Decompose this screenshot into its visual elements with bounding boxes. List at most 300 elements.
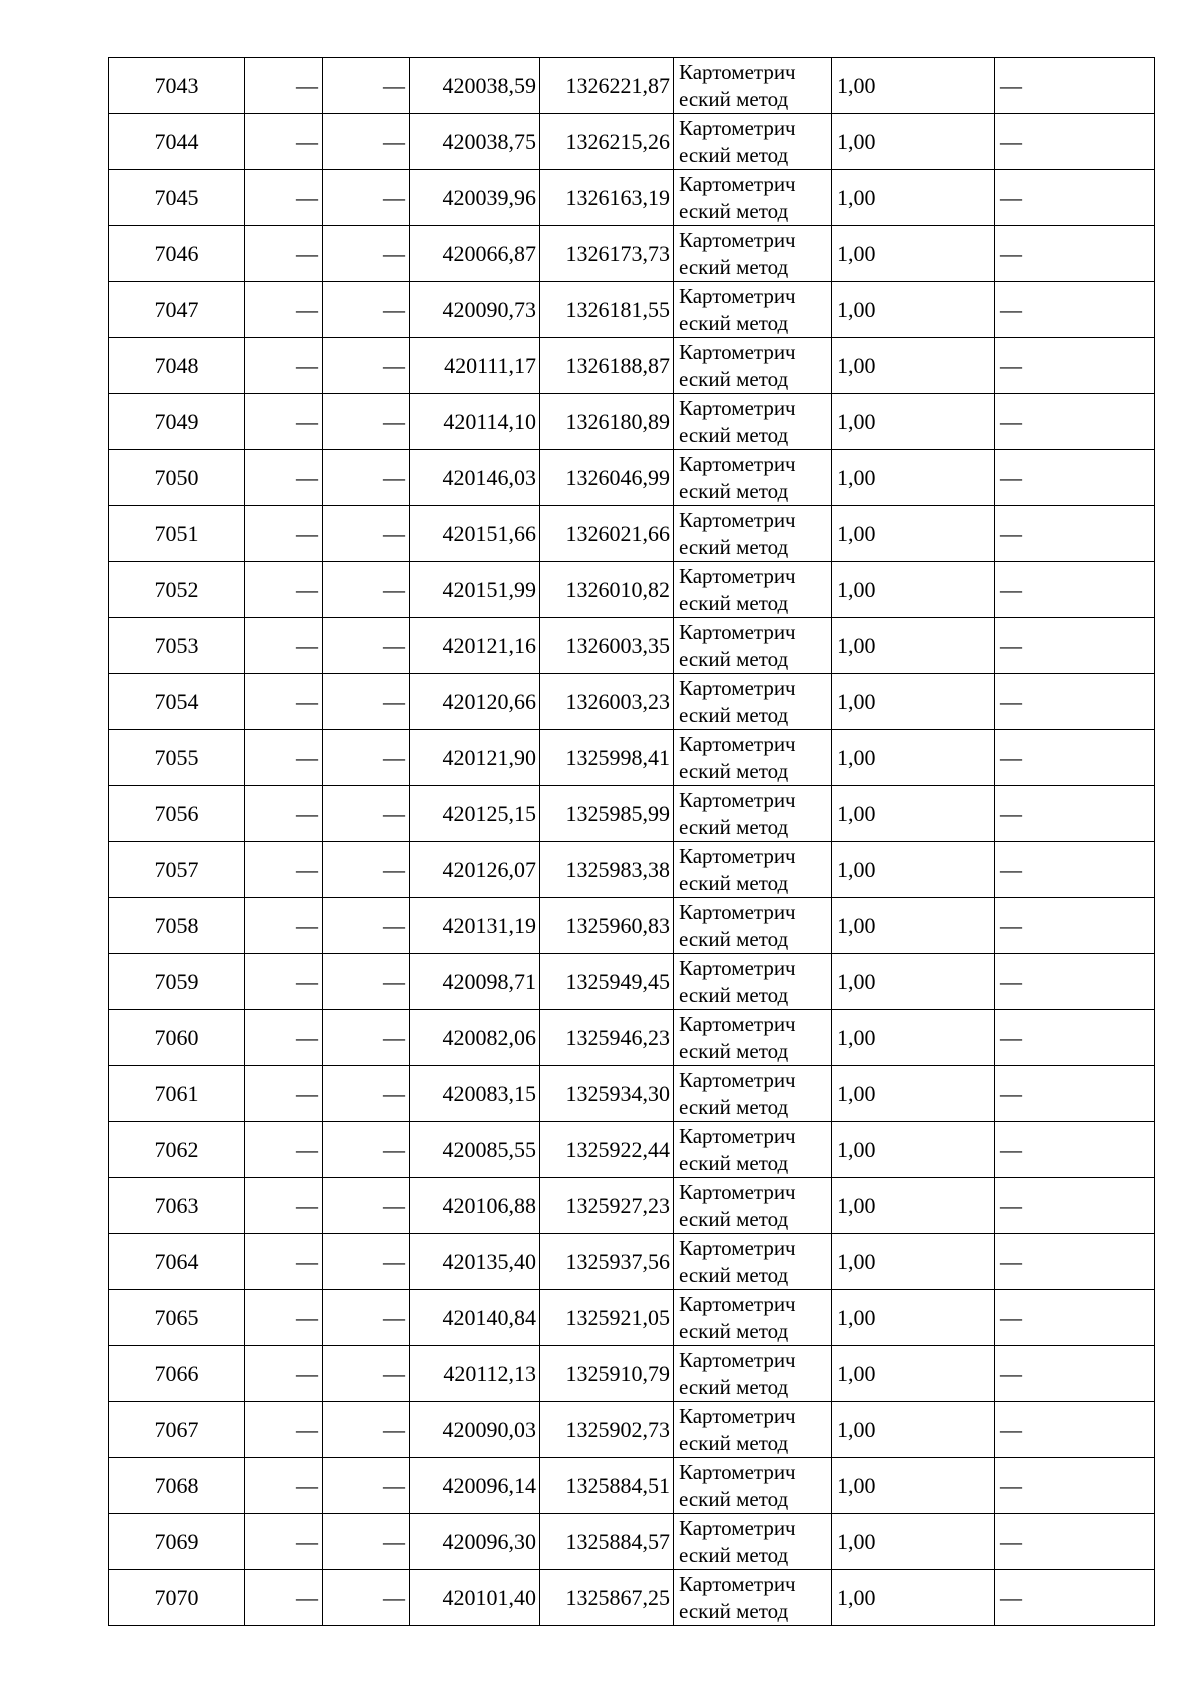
dash-text: —: [383, 1528, 405, 1554]
note-text: —: [1000, 1416, 1022, 1442]
method-line-2: еский метод: [679, 1094, 789, 1119]
note-cell: [995, 1346, 1155, 1402]
dash-text: —: [383, 688, 405, 714]
note-text: —: [1000, 1192, 1022, 1218]
point-number-cell: [109, 954, 245, 1010]
note-text: —: [1000, 1248, 1022, 1274]
y-coordinate-text: 1325934,30: [565, 1080, 670, 1106]
dash-text: —: [296, 296, 318, 322]
y-coordinate-cell: [540, 730, 674, 786]
x-coordinate-text: 420101,40: [442, 1584, 536, 1610]
note-text: —: [1000, 1528, 1022, 1554]
dash-cell: [323, 58, 410, 114]
x-coordinate-cell: [410, 506, 540, 562]
y-coordinate-text: 1325910,79: [565, 1360, 670, 1386]
point-number-text: 7057: [154, 856, 199, 882]
dash-cell: [323, 1010, 410, 1066]
accuracy-cell: [832, 226, 995, 282]
y-coordinate-text: 1325902,73: [565, 1416, 670, 1442]
method-cell: [674, 898, 832, 954]
dash-cell: [323, 1570, 410, 1626]
table-row: [109, 562, 1155, 618]
dash-text: —: [383, 968, 405, 994]
table-row: [109, 786, 1155, 842]
note-cell: [995, 282, 1155, 338]
dash-cell: [245, 170, 323, 226]
dash-text: —: [296, 128, 318, 154]
dash-cell: [245, 1010, 323, 1066]
x-coordinate-cell: [410, 114, 540, 170]
point-number-text: 7054: [154, 688, 199, 714]
dash-text: —: [383, 1248, 405, 1274]
x-coordinate-cell: [410, 338, 540, 394]
y-coordinate-cell: [540, 1570, 674, 1626]
point-number-text: 7061: [154, 1080, 199, 1106]
x-coordinate-cell: [410, 842, 540, 898]
method-line-2: еский метод: [679, 1150, 789, 1175]
dash-text: —: [383, 352, 405, 378]
accuracy-cell: [832, 282, 995, 338]
point-number-cell: [109, 338, 245, 394]
table-row: [109, 1122, 1155, 1178]
point-number-text: 7062: [154, 1136, 199, 1162]
note-text: —: [1000, 1080, 1022, 1106]
note-cell: [995, 898, 1155, 954]
x-coordinate-cell: [410, 1514, 540, 1570]
table-row: [109, 1290, 1155, 1346]
dash-text: —: [383, 184, 405, 210]
method-line-1: Картометрич: [679, 1347, 796, 1372]
y-coordinate-text: 1325983,38: [565, 856, 670, 882]
method-line-2: еский метод: [679, 814, 789, 839]
accuracy-text: 1,00: [837, 1360, 876, 1386]
x-coordinate-text: 420146,03: [442, 464, 536, 490]
point-number-text: 7063: [154, 1192, 199, 1218]
dash-text: —: [383, 464, 405, 490]
y-coordinate-cell: [540, 1458, 674, 1514]
note-cell: [995, 1010, 1155, 1066]
method-line-2: еский метод: [679, 1430, 789, 1455]
accuracy-text: 1,00: [837, 1024, 876, 1050]
method-line-2: еский метод: [679, 86, 789, 111]
x-coordinate-cell: [410, 1458, 540, 1514]
method-line-1: Картометрич: [679, 619, 796, 644]
dash-cell: [323, 226, 410, 282]
dash-cell: [323, 786, 410, 842]
method-line-1: Картометрич: [679, 843, 796, 868]
note-cell: [995, 1514, 1155, 1570]
dash-text: —: [383, 1304, 405, 1330]
accuracy-text: 1,00: [837, 1416, 876, 1442]
x-coordinate-text: 420114,10: [443, 408, 536, 434]
note-cell: [995, 1290, 1155, 1346]
y-coordinate-text: 1326010,82: [565, 576, 670, 602]
x-coordinate-cell: [410, 1570, 540, 1626]
x-coordinate-text: 420083,15: [442, 1080, 536, 1106]
method-line-1: Картометрич: [679, 395, 796, 420]
point-number-cell: [109, 226, 245, 282]
x-coordinate-text: 420098,71: [442, 968, 536, 994]
method-line-1: Картометрич: [679, 1459, 796, 1484]
method-line-1: Картометрич: [679, 899, 796, 924]
accuracy-text: 1,00: [837, 1192, 876, 1218]
x-coordinate-text: 420096,14: [442, 1472, 536, 1498]
x-coordinate-cell: [410, 58, 540, 114]
x-coordinate-cell: [410, 674, 540, 730]
note-cell: [995, 562, 1155, 618]
method-line-2: еский метод: [679, 1374, 789, 1399]
point-number-cell: [109, 1514, 245, 1570]
accuracy-cell: [832, 58, 995, 114]
table-row: [109, 1234, 1155, 1290]
dash-text: —: [296, 688, 318, 714]
dash-cell: [323, 1066, 410, 1122]
note-text: —: [1000, 744, 1022, 770]
dash-text: —: [296, 1528, 318, 1554]
method-line-1: Картометрич: [679, 787, 796, 812]
note-cell: [995, 394, 1155, 450]
dash-text: —: [383, 296, 405, 322]
accuracy-text: 1,00: [837, 296, 876, 322]
point-number-cell: [109, 506, 245, 562]
dash-text: —: [383, 576, 405, 602]
point-number-cell: [109, 1458, 245, 1514]
note-text: —: [1000, 1136, 1022, 1162]
note-text: —: [1000, 1360, 1022, 1386]
method-line-2: еский метод: [679, 1486, 789, 1511]
accuracy-text: 1,00: [837, 1472, 876, 1498]
method-cell: [674, 674, 832, 730]
x-coordinate-text: 420039,96: [442, 184, 536, 210]
dash-cell: [245, 1402, 323, 1458]
y-coordinate-cell: [540, 786, 674, 842]
dash-text: —: [383, 856, 405, 882]
dash-cell: [323, 450, 410, 506]
method-line-2: еский метод: [679, 310, 789, 335]
method-line-1: Картометрич: [679, 227, 796, 252]
point-number-text: 7065: [154, 1304, 199, 1330]
y-coordinate-text: 1325960,83: [565, 912, 670, 938]
table-row: [109, 394, 1155, 450]
note-cell: [995, 1122, 1155, 1178]
accuracy-cell: [832, 506, 995, 562]
accuracy-text: 1,00: [837, 800, 876, 826]
note-cell: [995, 842, 1155, 898]
dash-text: —: [383, 800, 405, 826]
y-coordinate-cell: [540, 1178, 674, 1234]
point-number-cell: [109, 1178, 245, 1234]
x-coordinate-text: 420090,73: [442, 296, 536, 322]
dash-cell: [245, 282, 323, 338]
y-coordinate-text: 1325985,99: [565, 800, 670, 826]
method-cell: [674, 338, 832, 394]
dash-cell: [323, 730, 410, 786]
y-coordinate-text: 1325884,51: [565, 1472, 670, 1498]
dash-text: —: [296, 968, 318, 994]
y-coordinate-cell: [540, 450, 674, 506]
accuracy-text: 1,00: [837, 1248, 876, 1274]
method-cell: [674, 1066, 832, 1122]
note-text: —: [1000, 520, 1022, 546]
y-coordinate-text: 1326003,35: [565, 632, 670, 658]
x-coordinate-text: 420066,87: [442, 240, 536, 266]
note-text: —: [1000, 1584, 1022, 1610]
method-cell: [674, 1122, 832, 1178]
x-coordinate-cell: [410, 1290, 540, 1346]
y-coordinate-text: 1325937,56: [565, 1248, 670, 1274]
note-cell: [995, 1066, 1155, 1122]
dash-cell: [245, 338, 323, 394]
y-coordinate-cell: [540, 226, 674, 282]
dash-cell: [245, 1234, 323, 1290]
table-row: [109, 618, 1155, 674]
method-line-2: еский метод: [679, 982, 789, 1007]
dash-text: —: [296, 1024, 318, 1050]
y-coordinate-cell: [540, 170, 674, 226]
accuracy-text: 1,00: [837, 912, 876, 938]
point-number-text: 7056: [154, 800, 199, 826]
accuracy-cell: [832, 1514, 995, 1570]
note-cell: [995, 58, 1155, 114]
method-line-2: еский метод: [679, 926, 789, 951]
table-row: [109, 1010, 1155, 1066]
dash-cell: [245, 730, 323, 786]
note-text: —: [1000, 632, 1022, 658]
x-coordinate-text: 420038,75: [442, 128, 536, 154]
note-text: —: [1000, 352, 1022, 378]
dash-text: —: [383, 1472, 405, 1498]
method-cell: [674, 450, 832, 506]
note-text: —: [1000, 464, 1022, 490]
y-coordinate-text: 1326188,87: [565, 352, 670, 378]
accuracy-cell: [832, 1234, 995, 1290]
x-coordinate-cell: [410, 1346, 540, 1402]
accuracy-cell: [832, 1290, 995, 1346]
y-coordinate-cell: [540, 674, 674, 730]
point-number-text: 7060: [154, 1024, 199, 1050]
accuracy-cell: [832, 114, 995, 170]
method-line-2: еский метод: [679, 534, 789, 559]
y-coordinate-cell: [540, 618, 674, 674]
accuracy-text: 1,00: [837, 520, 876, 546]
note-cell: [995, 1234, 1155, 1290]
dash-cell: [245, 1066, 323, 1122]
note-text: —: [1000, 1024, 1022, 1050]
accuracy-text: 1,00: [837, 856, 876, 882]
table-row: [109, 954, 1155, 1010]
dash-cell: [323, 282, 410, 338]
x-coordinate-cell: [410, 786, 540, 842]
y-coordinate-cell: [540, 954, 674, 1010]
y-coordinate-cell: [540, 842, 674, 898]
dash-cell: [245, 114, 323, 170]
x-coordinate-cell: [410, 1234, 540, 1290]
dash-cell: [245, 450, 323, 506]
dash-cell: [245, 1290, 323, 1346]
dash-cell: [323, 170, 410, 226]
dash-text: —: [296, 744, 318, 770]
accuracy-cell: [832, 786, 995, 842]
point-number-text: 7068: [154, 1472, 199, 1498]
accuracy-text: 1,00: [837, 464, 876, 490]
point-number-cell: [109, 786, 245, 842]
accuracy-text: 1,00: [837, 352, 876, 378]
point-number-cell: [109, 1234, 245, 1290]
method-line-1: Картометрич: [679, 115, 796, 140]
point-number-cell: [109, 730, 245, 786]
accuracy-text: 1,00: [837, 72, 876, 98]
dash-cell: [245, 58, 323, 114]
point-number-cell: [109, 1066, 245, 1122]
accuracy-cell: [832, 1178, 995, 1234]
y-coordinate-text: 1326163,19: [565, 184, 670, 210]
y-coordinate-text: 1325884,57: [565, 1528, 670, 1554]
dash-cell: [245, 898, 323, 954]
point-number-cell: [109, 1290, 245, 1346]
x-coordinate-cell: [410, 450, 540, 506]
dash-text: —: [296, 1080, 318, 1106]
note-cell: [995, 338, 1155, 394]
point-number-cell: [109, 114, 245, 170]
y-coordinate-cell: [540, 1234, 674, 1290]
dash-text: —: [296, 800, 318, 826]
method-line-2: еский метод: [679, 1262, 789, 1287]
method-line-1: Картометрич: [679, 339, 796, 364]
accuracy-cell: [832, 842, 995, 898]
y-coordinate-text: 1325867,25: [565, 1584, 670, 1610]
accuracy-cell: [832, 1458, 995, 1514]
dash-text: —: [296, 1416, 318, 1442]
y-coordinate-text: 1326215,26: [565, 128, 670, 154]
method-line-2: еский метод: [679, 590, 789, 615]
point-number-cell: [109, 394, 245, 450]
dash-text: —: [383, 1192, 405, 1218]
point-number-text: 7059: [154, 968, 199, 994]
table-row: [109, 114, 1155, 170]
table-row: [109, 730, 1155, 786]
dash-text: —: [296, 408, 318, 434]
y-coordinate-text: 1326221,87: [565, 72, 670, 98]
x-coordinate-cell: [410, 1178, 540, 1234]
point-number-text: 7067: [154, 1416, 199, 1442]
point-number-text: 7053: [154, 632, 199, 658]
x-coordinate-text: 420131,19: [442, 912, 536, 938]
x-coordinate-text: 420120,66: [442, 688, 536, 714]
note-text: —: [1000, 128, 1022, 154]
dash-text: —: [296, 1360, 318, 1386]
x-coordinate-text: 420082,06: [442, 1024, 536, 1050]
accuracy-cell: [832, 898, 995, 954]
dash-cell: [245, 842, 323, 898]
note-cell: [995, 226, 1155, 282]
x-coordinate-text: 420126,07: [442, 856, 536, 882]
note-cell: [995, 954, 1155, 1010]
x-coordinate-cell: [410, 1010, 540, 1066]
dash-cell: [245, 786, 323, 842]
method-cell: [674, 1402, 832, 1458]
table-row: [109, 506, 1155, 562]
x-coordinate-text: 420090,03: [442, 1416, 536, 1442]
table-row: [109, 338, 1155, 394]
note-text: —: [1000, 1304, 1022, 1330]
x-coordinate-cell: [410, 954, 540, 1010]
table-row: [109, 1066, 1155, 1122]
method-line-1: Картометрич: [679, 955, 796, 980]
method-line-2: еский метод: [679, 702, 789, 727]
point-number-cell: [109, 1122, 245, 1178]
point-number-text: 7043: [154, 72, 199, 98]
note-cell: [995, 674, 1155, 730]
accuracy-cell: [832, 730, 995, 786]
dash-cell: [245, 1122, 323, 1178]
point-number-text: 7050: [154, 464, 199, 490]
table-row: [109, 282, 1155, 338]
method-cell: [674, 618, 832, 674]
table-row: [109, 1458, 1155, 1514]
method-line-2: еский метод: [679, 646, 789, 671]
dash-text: —: [383, 72, 405, 98]
x-coordinate-text: 420111,17: [444, 352, 536, 378]
dash-cell: [323, 1234, 410, 1290]
y-coordinate-text: 1326046,99: [565, 464, 670, 490]
point-number-text: 7048: [154, 352, 199, 378]
method-cell: [674, 282, 832, 338]
note-cell: [995, 1570, 1155, 1626]
method-cell: [674, 1458, 832, 1514]
y-coordinate-text: 1326021,66: [565, 520, 670, 546]
point-number-cell: [109, 674, 245, 730]
y-coordinate-cell: [540, 1122, 674, 1178]
x-coordinate-text: 420106,88: [442, 1192, 536, 1218]
y-coordinate-text: 1325946,23: [565, 1024, 670, 1050]
point-number-cell: [109, 282, 245, 338]
dash-text: —: [296, 72, 318, 98]
method-line-2: еский метод: [679, 254, 789, 279]
dash-text: —: [383, 632, 405, 658]
accuracy-text: 1,00: [837, 1136, 876, 1162]
accuracy-cell: [832, 954, 995, 1010]
table-row: [109, 1178, 1155, 1234]
dash-cell: [323, 1402, 410, 1458]
method-cell: [674, 170, 832, 226]
method-line-1: Картометрич: [679, 1011, 796, 1036]
dash-text: —: [383, 520, 405, 546]
note-cell: [995, 450, 1155, 506]
dash-cell: [323, 1178, 410, 1234]
coordinates-table-container: [108, 57, 1155, 1626]
note-text: —: [1000, 408, 1022, 434]
dash-text: —: [296, 352, 318, 378]
point-number-cell: [109, 170, 245, 226]
accuracy-text: 1,00: [837, 968, 876, 994]
dash-text: —: [383, 1024, 405, 1050]
accuracy-text: 1,00: [837, 688, 876, 714]
method-line-1: Картометрич: [679, 1067, 796, 1092]
accuracy-text: 1,00: [837, 1528, 876, 1554]
point-number-text: 7058: [154, 912, 199, 938]
method-line-1: Картометрич: [679, 507, 796, 532]
method-cell: [674, 1514, 832, 1570]
x-coordinate-text: 420125,15: [442, 800, 536, 826]
dash-cell: [323, 1346, 410, 1402]
accuracy-text: 1,00: [837, 632, 876, 658]
dash-cell: [323, 1290, 410, 1346]
dash-cell: [245, 1458, 323, 1514]
method-cell: [674, 394, 832, 450]
method-cell: [674, 506, 832, 562]
method-cell: [674, 1290, 832, 1346]
note-cell: [995, 114, 1155, 170]
